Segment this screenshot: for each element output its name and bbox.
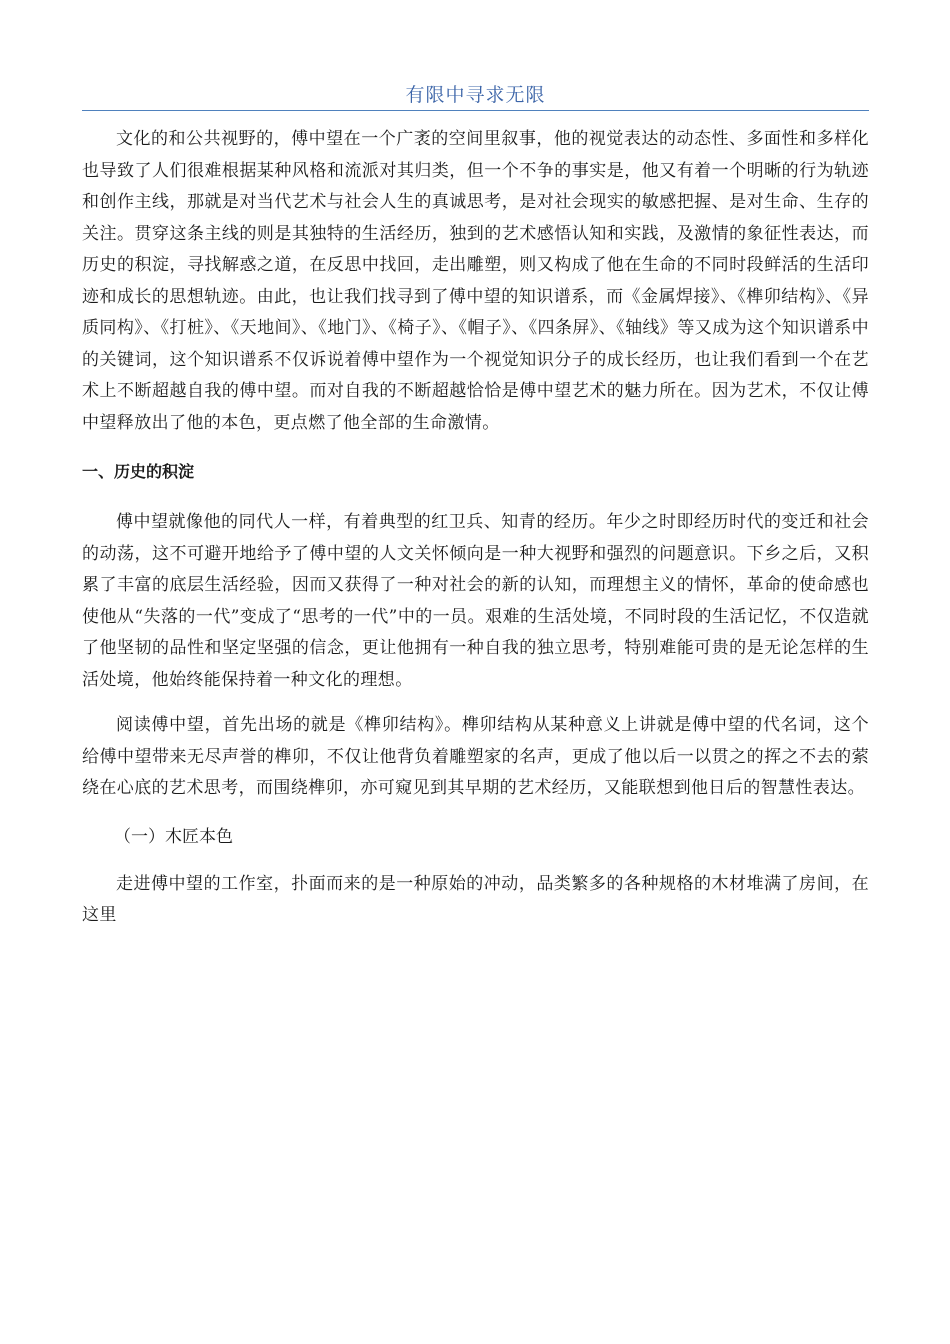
paragraph-4: 走进傅中望的工作室，扑面而来的是一种原始的冲动，品类繁多的各种规格的木材堆满了房间，在这里 (82, 873, 869, 925)
paragraph-1: 文化的和公共视野的，傅中望在一个广袤的空间里叙事，他的视觉表达的动态性、多面性和多样化也导致了人们很难根据某种风格和流派对其归类，但一个不争的事实是，他又有着一个明晰的行为轨迹和创作主线，那就是对当代艺术与社会人生的真诚思考，是对社会现实的敏感把握、是对生命、生存的关注。贯穿这条主线的则是其独特的生活经历，独到的艺术感悟认知和实践，及激情的象征性表达，而历史的积淀，寻找解惑之道，在反思中找回，走出雕塑，则又构成了他在生命的不同时段鲜活的生活印迹和成长的思想轨迹。由此，也让我们找寻到了傅中望的知识谱系，而《金属焊接》、《榫卯结构》、《异质同构》、《打桩》、《天地间》、《地门》、《椅子》、《帽子》、《四条屏》、《轴线》等又成为这个知识谱系中的关键词，这个知识谱系不仅诉说着傅中望作为一个视觉知识分子的成长经历，也让我们看到一个在艺术上不断超越自我的傅中望。而对自我的不断超越恰恰是傅中望艺术的魅力所在。因为艺术，不仅让傅中望释放出了他的本色，更点燃了他全部的生命激情。 (82, 129, 869, 433)
section-heading-1: 一、历史的积淀 (82, 462, 195, 481)
page-header (82, 82, 869, 111)
header-title: 有限中寻求无限 (405, 84, 546, 106)
subsection-heading-1: （一）木匠本色 (114, 826, 233, 847)
paragraph-3: 阅读傅中望，首先出场的就是《榫卯结构》。榫卯结构从某种意义上讲就是傅中望的代名词，这个给傅中望带来无尽声誉的榫卯，不仅让他背负着雕塑家的名声，更成了他以后一以贯之的挥之不去的萦绕在心底的艺术思考，而围绕榫卯，亦可窥见到其早期的艺术经历，又能联想到他日后的智慧性表达。 (82, 715, 869, 798)
paragraph-2: 傅中望就像他的同代人一样，有着典型的红卫兵、知青的经历。年少之时即经历时代的变迁和社会的动荡，这不可避开地给予了傅中望的人文关怀倾向是一种大视野和强烈的问题意识。下乡之后，又积累了丰富的底层生活经验，因而又获得了一种对社会的新的认知，而理想主义的情怀，革命的使命感也使他从“失落的一代”变成了“思考的一代”中的一员。艰难的生活处境，不同时段的生活记忆，不仅造就了他坚韧的品性和坚定坚强的信念，更让他拥有一种自我的独立思考，特别难能可贵的是无论怎样的生活处境，他始终能保持着一种文化的理想。 (82, 512, 869, 690)
document-body (82, 124, 869, 932)
